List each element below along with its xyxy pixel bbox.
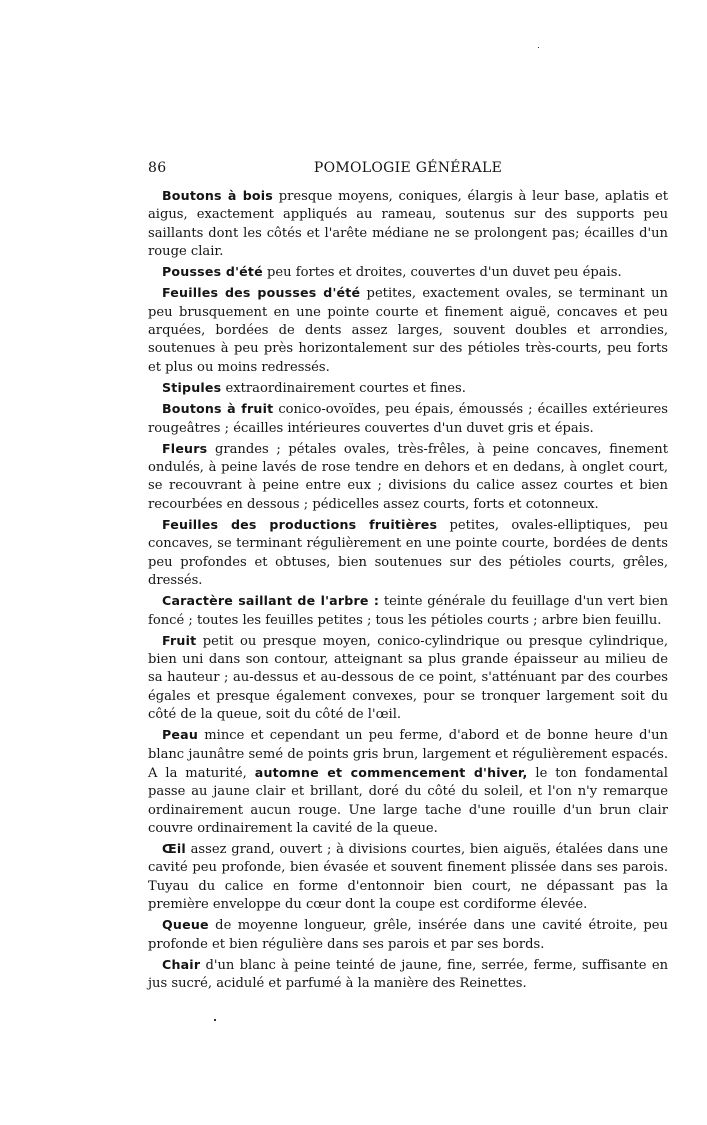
scan-speck (214, 1019, 216, 1021)
entry-text: d'un blanc à peine teinté de jaune, fine, serrée, ferme, suffisante en jus sucré, acidulé et parfumé à la manière des Reinettes. (148, 957, 668, 992)
entry-term: Feuilles des pousses d'été (162, 285, 361, 301)
paragraph-oeil (148, 840, 668, 914)
entry-term: Queue (162, 917, 209, 933)
entry-text: presque moyens, coniques, élargis à leur base, aplatis et aigus, exactement appliqués au rameau, soutenus sur des supports peu saillants dont les côtés et l'arête médiane ne se prolongent pas; écailles d'un rouge clair. (148, 189, 668, 259)
paragraph-caractere-saillant (148, 592, 668, 630)
page-header (148, 156, 668, 178)
entry-term: Feuilles des productions fruitières (162, 517, 438, 533)
entry-text: petit ou presque moyen, conico-cylindrique ou presque cylindrique, bien uni dans son contour, atteignant sa plus grande épaisseur au milieu de sa hauteur ; au-dessus et au-dessous de ce point, s'atténuant par des courbes égales et presque également convexes, pour se tronquer largement soit du côté de la queue, soit du côté de l'œil. (148, 633, 668, 723)
entry-term: Œil (162, 841, 186, 857)
paragraph-fleurs (148, 440, 668, 514)
paragraph-peau (148, 726, 668, 838)
entry-term: Boutons à fruit (162, 401, 274, 417)
paragraph-queue (148, 916, 668, 954)
entry-term: Boutons à bois (162, 188, 273, 203)
entry-term: Caractère saillant de l'arbre : (162, 593, 380, 609)
entry-text: assez grand, ouvert ; à divisions courtes, bien aiguës, étalées dans une cavité peu profonde, bien évasée et souvent finement plissée dans ses parois. Tuyau du calice en forme d'entonnoir bien court, ne dépassant pas la première enveloppe du cœur dont la coupe est cordiforme élevée. (148, 842, 668, 912)
entry-text: mince et cependant un peu ferme, d'abord et de bonne heure d'un blanc jaunâtre semé de points gris brun, largement et régulièrement espacés. A la maturité, (148, 728, 668, 781)
paragraph-stipules (148, 379, 668, 398)
paragraph-boutons-a-bois (148, 187, 668, 261)
page-body (148, 187, 668, 993)
paragraph-pousses-d-ete (148, 263, 668, 282)
entry-text-continued: le ton fondamental passe au jaune clair et brillant, doré du côté du soleil, et l'on n'y remarque ordinairement aucun rouge. Une large tache d'une rouille d'un brun clair couvre ordinairement la cavité de la queue. (148, 765, 668, 836)
paragraph-feuilles-productions (148, 516, 668, 590)
entry-text: peu fortes et droites, couvertes d'un duvet peu épais. (262, 265, 622, 281)
entry-term: Peau (162, 727, 199, 743)
entry-term: Pousses d'été (162, 264, 263, 280)
entry-term: Fruit (162, 632, 197, 648)
entry-text: grandes ; pétales ovales, très-frêles, à peine concaves, finement ondulés, à peine lavés de rose tendre en dehors et en dedans, à onglet court, se recouvrant à peine entre eux ; divisions du calice assez courtes et bien recourbées en dessous ; pédicelles assez courts, forts et cotonneux. (148, 441, 668, 512)
entry-text: petites, exactement ovales, se terminant un peu brusquement en une pointe courte et finement aiguë, concaves et peu arquées, bordées de dents assez larges, souvent doubles et arrondies, soutenues à peu près horizontalement sur des pétioles très-courts, peu forts et plus ou moins redressés. (148, 286, 668, 375)
entry-term: Chair (162, 956, 201, 972)
scan-speck (538, 47, 539, 48)
entry-term-inline: automne et commencement d'hiver, (254, 764, 528, 780)
entry-text: teinte générale du feuillage d'un vert bien foncé ; toutes les feuilles petites ; tous les pétioles courts ; arbre bien feuillu. (148, 594, 668, 628)
paragraph-chair (148, 956, 668, 994)
paragraph-fruit (148, 632, 668, 724)
entry-term: Stipules (162, 379, 222, 395)
book-page (148, 156, 668, 995)
entry-text: conico-ovoïdes, peu épais, émoussés ; écailles extérieures rougeâtres ; écailles intérieures couvertes d'un duvet gris et épais. (148, 402, 668, 436)
entry-text: petites, ovales-elliptiques, peu concaves, se terminant régulièrement en une pointe courte, bordées de dents peu profondes et obtuses, bien soutenues sur des pétioles courts, grêles, dressés. (148, 518, 669, 588)
page-number: 86 (148, 160, 167, 176)
entry-text: extraordinairement courtes et fines. (221, 380, 466, 396)
paragraph-feuilles-des-pousses (148, 284, 668, 376)
running-title: POMOLOGIE GÉNÉRALE (313, 160, 503, 176)
entry-term: Fleurs (162, 440, 208, 456)
entry-text: de moyenne longueur, grêle, insérée dans une cavité étroite, peu profonde et bien régulière dans ses parois et par ses bords. (148, 918, 668, 952)
paragraph-boutons-a-fruit (148, 400, 668, 438)
